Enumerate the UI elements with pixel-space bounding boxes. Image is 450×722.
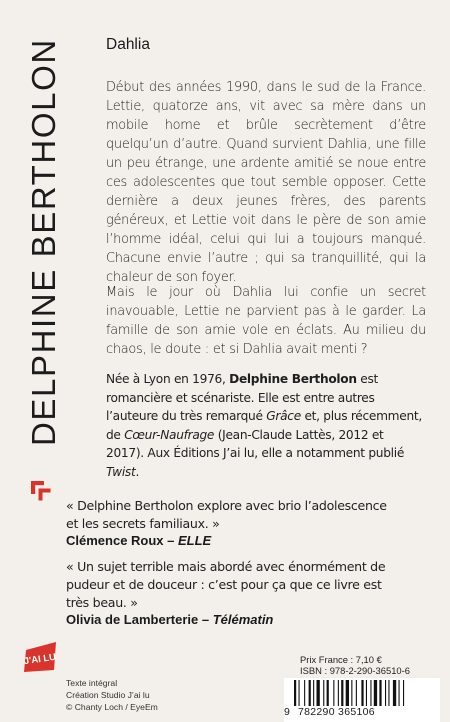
book-title: Dahlia (106, 36, 150, 53)
summary-paragraph-2: Mais le jour où Dahlia lui confie un secret inavouable, Lettie ne parvient pas à le garder. La famille de son amie vole en éclats. Au milieu du chaos, le doute : et si Dahlia avait menti ? (106, 285, 426, 357)
barcode-bar (317, 680, 320, 706)
publisher-logo-icon (20, 640, 60, 674)
barcode-bar (356, 680, 357, 706)
author-bio: Née à Lyon en 1976, Delphine Bertholon est romancière et scénariste. Elle est entre autres l’auteure du très remarqué Grâce et, plus récemment, de Cœur-Naufrage (Jean-Claude Lattès, 2012 et 2017). Aux Éditions J’ai lu, elle a notamment publié Twist. (106, 372, 422, 479)
barcode-bar (309, 680, 311, 706)
barcode-bar (370, 680, 371, 706)
barcode-lead-digit: 9 (284, 706, 290, 718)
barcode-bar (346, 680, 349, 706)
barcode-bar (388, 680, 389, 706)
barcode-bar (393, 680, 396, 706)
barcode (284, 678, 440, 722)
barcode-bar (313, 680, 314, 706)
price-label: Prix France : 7,10 € (300, 654, 382, 665)
credit-line: Texte intégral (66, 678, 118, 688)
quote-mark-icon (30, 481, 52, 503)
barcode-bar (338, 680, 339, 706)
cover-credits (66, 677, 158, 713)
barcode-bar (327, 680, 329, 706)
author-bio-name: Delphine Bertholon (229, 372, 357, 386)
review-attribution-1: Clémence Roux – ELLE (66, 533, 212, 548)
barcode-bar (403, 680, 404, 706)
isbn-label: ISBN : 978-2-290-36510-6 (300, 665, 410, 676)
barcode-bar (294, 680, 296, 706)
barcode-bar (366, 680, 367, 706)
barcode-bar (299, 680, 300, 706)
review-quote-1: « Delphine Bertholon explore avec brio l’adolescence et les secrets familiaux. » (66, 498, 387, 531)
barcode-bar (333, 680, 334, 706)
work-title-twist: Twist (106, 464, 136, 479)
barcode-digits: 782290 365106 (298, 706, 375, 718)
review-quote-2: « Un sujet terrible mais abordé avec énormément de pudeur et de douceur : c’est pour ça que ce livre est très beau. » (66, 559, 386, 610)
barcode-bar (351, 680, 352, 706)
barcode-bar (304, 680, 305, 706)
barcode-bars (294, 680, 434, 706)
barcode-bar (385, 680, 386, 706)
author-name-vertical: DELPHINE BERTHOLON (25, 38, 62, 446)
barcode-bar (341, 680, 343, 706)
work-title-grace: Grâce (266, 409, 301, 423)
barcode-bar (323, 680, 324, 706)
credit-line: © Chanty Loch / EyeEm (66, 702, 158, 712)
publisher-logo-text: J'AI LU (23, 651, 57, 668)
barcode-bar (361, 680, 363, 706)
barcode-bar (374, 680, 377, 706)
credit-line: Création Studio J’ai lu (66, 690, 150, 700)
review-attribution-2: Olivia de Lamberterie – Télématin (66, 612, 274, 627)
barcode-bar (399, 680, 400, 706)
work-title-coeur-naufrage: Cœur-Naufrage (124, 427, 215, 442)
summary-paragraph-1: Début des années 1990, dans le sud de la France. Lettie, quatorze ans, vit avec sa mère dans un mobile home et brûle secrètement d’être quelqu’un d’autre. Quand survient Dahlia, une fille un peu étrange, une ardente amitié se noue entre ces adolescentes que tout semble opposer. Cette dernière a deux jeunes frères, des parents généreux, et Lettie voit dans le père de son amie l’homme idéal, celui qui lui a toujours manqué. Chacune envie l’autre ; qui sa tranquillité, qui la chaleur de son foyer. (106, 80, 426, 285)
barcode-bar (379, 680, 381, 706)
